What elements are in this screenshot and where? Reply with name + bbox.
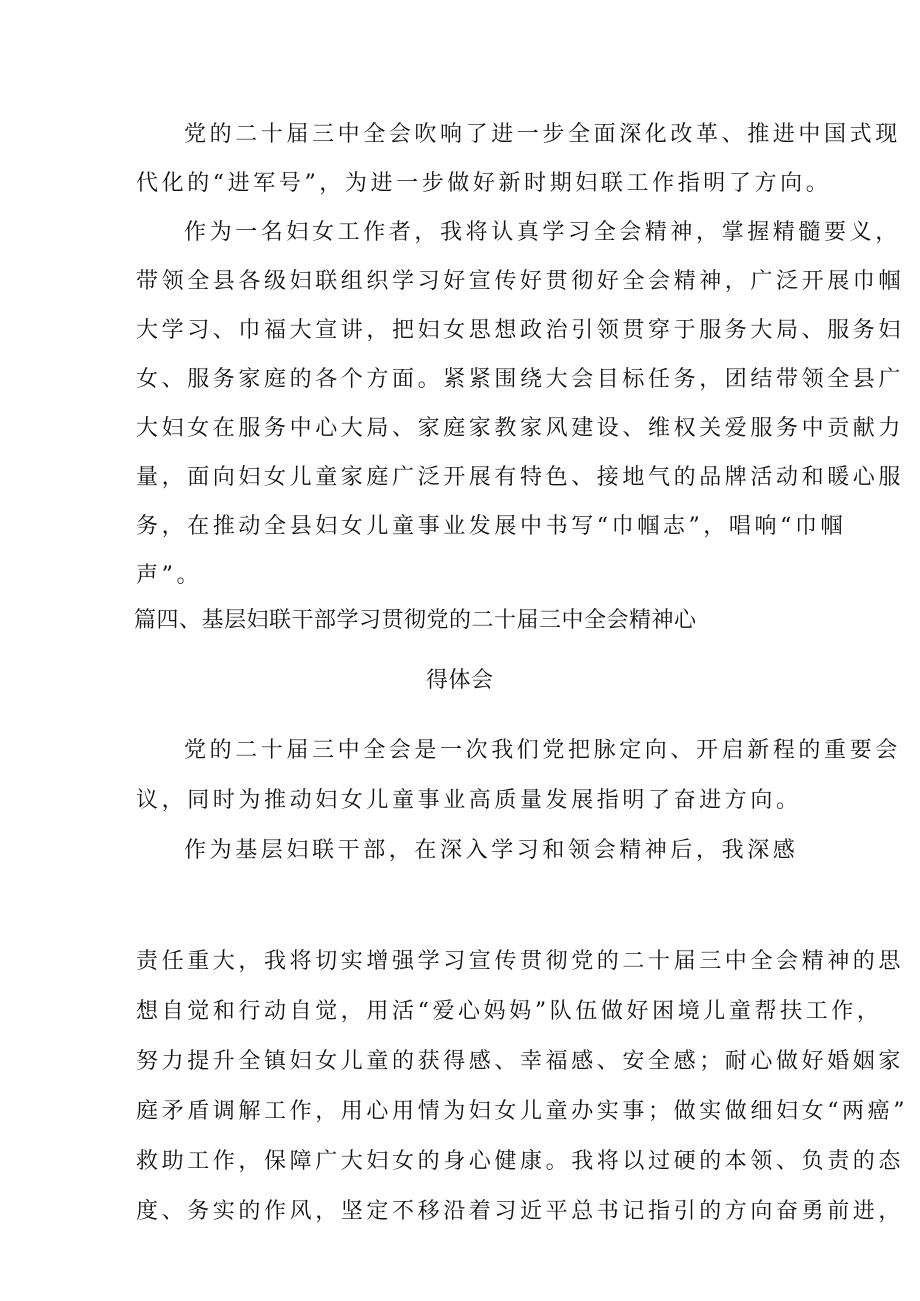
paragraph-line: 大妇女在服务中心大局、家庭家教家风建设、维权关爱服务中贡献力 — [136, 416, 905, 441]
paragraph-line: 责任重大，我将切实增强学习宣传贯彻党的二十届三中全会精神的思 — [136, 949, 905, 974]
paragraph-line: 大学习、巾福大宣讲，把妇女思想政治引领贯穿于服务大局、服务妇 — [136, 318, 905, 343]
paragraph-line: 作为一名妇女工作者，我将认真学习全会精神，掌握精髓要义， — [184, 220, 901, 245]
paragraph-line: 作为基层妇联干部，在深入学习和领会精神后，我深感 — [184, 838, 799, 863]
paragraph-line: 带领全县各级妇联组织学习好宣传好贯彻好全会精神，广泛开展巾帼 — [136, 269, 905, 294]
paragraph-line: 女、服务家庭的各个方面。紧紧围绕大会目标任务，团结带领全县广 — [136, 367, 905, 392]
paragraph-line: 量，面向妇女儿童家庭广泛开展有特色、接地气的品牌活动和暖心服 — [136, 465, 905, 490]
paragraph-line: 救助工作，保障广大妇女的身心健康。我将以过硬的本领、负责的态 — [136, 1149, 905, 1174]
paragraph-line: 党的二十届三中全会是一次我们党把脉定向、开启新程的重要会 — [184, 738, 901, 763]
paragraph-line: 代化的“进军号”，为进一步做好新时期妇联工作指明了方向。 — [136, 171, 832, 196]
paragraph-line: 务，在推动全县妇女儿童事业发展中书写“巾帼志”，唱响“巾帼 — [136, 514, 847, 539]
paragraph-line: 党的二十届三中全会吹响了进一步全面深化改革、推进中国式现 — [184, 122, 901, 147]
paragraph-line: 度、务实的作风，坚定不移沿着习近平总书记指引的方向奋勇前进， — [136, 1199, 905, 1224]
section-heading-continued: 得体会 — [426, 668, 494, 693]
section-heading: 篇四、基层妇联干部学习贯彻党的二十届三中全会精神心 — [134, 608, 697, 633]
paragraph-line: 议，同时为推动妇女儿童事业高质量发展指明了奋进方向。 — [136, 788, 802, 813]
paragraph-line: 努力提升全镇妇女儿童的获得感、幸福感、安全感；耐心做好婚姻家 — [136, 1049, 905, 1074]
paragraph-line: 庭矛盾调解工作，用心用情为妇女儿童办实事；做实做细妇女“两癌” — [136, 1099, 909, 1124]
paragraph-line: 想自觉和行动自觉，用活“爱心妈妈”队伍做好困境儿童帮扶工作， — [136, 999, 883, 1024]
paragraph-line: 声”。 — [136, 563, 203, 588]
